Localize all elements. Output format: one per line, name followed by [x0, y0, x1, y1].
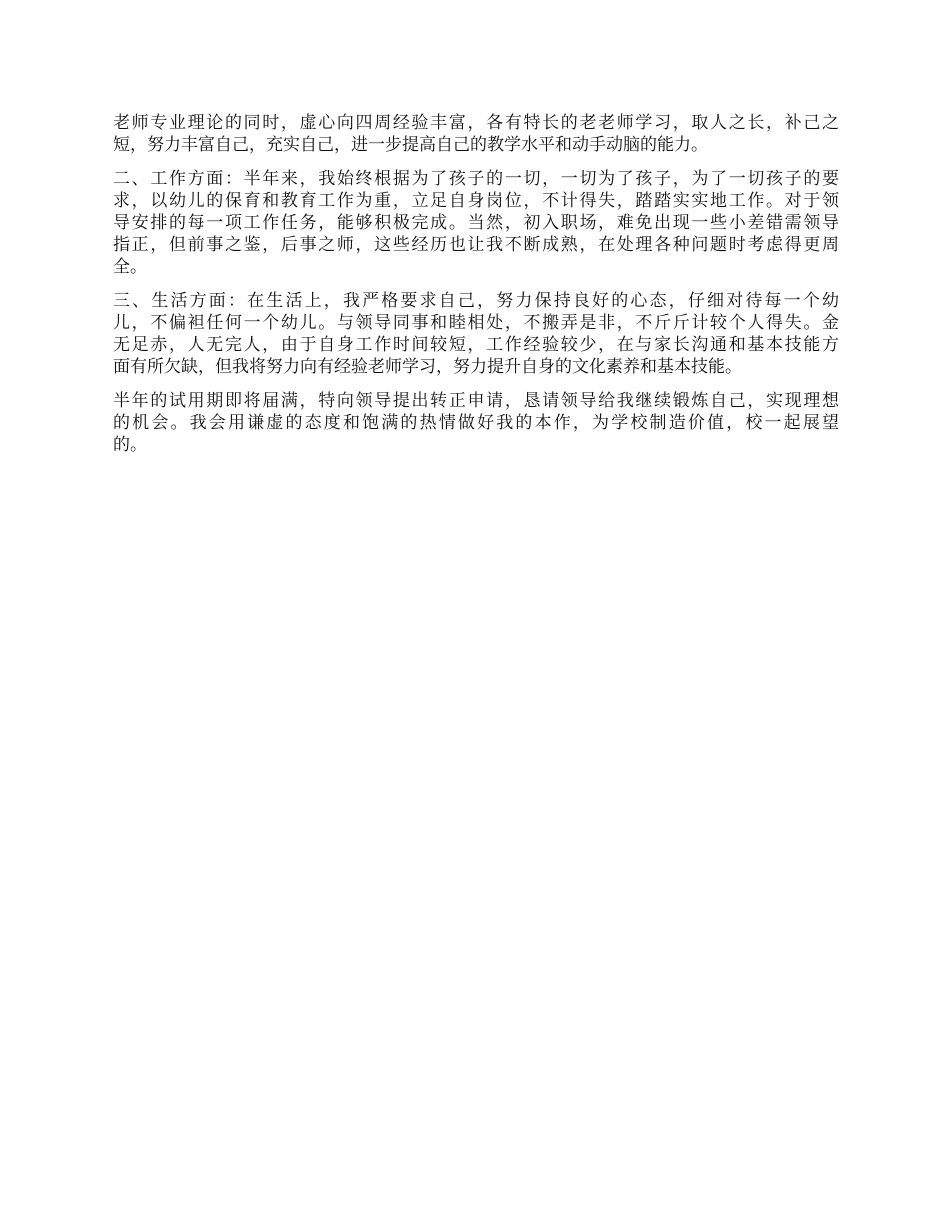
text-line: 求，以幼儿的保育和教育工作为重，立足自身岗位，不计得失，踏踏实实地工作。对于领 — [113, 191, 839, 211]
text-line: 老师专业理论的同时，虚心向四周经验丰富，各有特长的老老师学习，取人之长，补己之 — [113, 113, 839, 133]
text-line: 指正，但前事之鉴，后事之师，这些经历也让我不断成熟，在处理各种问题时考虑得更周 — [113, 235, 839, 255]
text-line: 短，努力丰富自己，充实自己，进一步提高自己的教学水平和动手动脑的能力。 — [113, 135, 708, 155]
paragraph-3-life — [113, 290, 839, 378]
text-line: 儿，不偏袒任何一个幼儿。与领导同事和睦相处，不搬弄是非，不斤斤计较个人得失。金 — [113, 313, 839, 333]
text-line: 全。 — [113, 257, 147, 277]
document-body — [113, 112, 839, 468]
paragraph-2-work — [113, 168, 839, 278]
text-line: 导安排的每一项工作任务，能够积极完成。当然，初入职场，难免出现一些小差错需领导 — [113, 213, 839, 233]
text-line: 面有所欠缺，但我将努力向有经验老师学习，努力提升自身的文化素养和基本技能。 — [113, 357, 742, 377]
text-line: 的机会。我会用谦虚的态度和饱满的热情做好我的本作，为学校制造价值，校一起展望 — [113, 413, 839, 433]
text-line: 二、工作方面：半年来，我始终根据为了孩子的一切，一切为了孩子，为了一切孩子的要 — [113, 169, 839, 189]
text-line: 三、生活方面：在生活上，我严格要求自己，努力保持良好的心态，仔细对待每一个幼 — [113, 291, 839, 311]
text-line: 半年的试用期即将届满，特向领导提出转正申请，恳请领导给我继续锻炼自己，实现理想 — [113, 391, 839, 411]
text-line: 的。 — [113, 435, 147, 455]
paragraph-4-conclusion — [113, 390, 839, 456]
text-line: 无足赤，人无完人，由于自身工作时间较短，工作经验较少，在与家长沟通和基本技能方 — [113, 335, 839, 355]
paragraph-1 — [113, 112, 839, 156]
